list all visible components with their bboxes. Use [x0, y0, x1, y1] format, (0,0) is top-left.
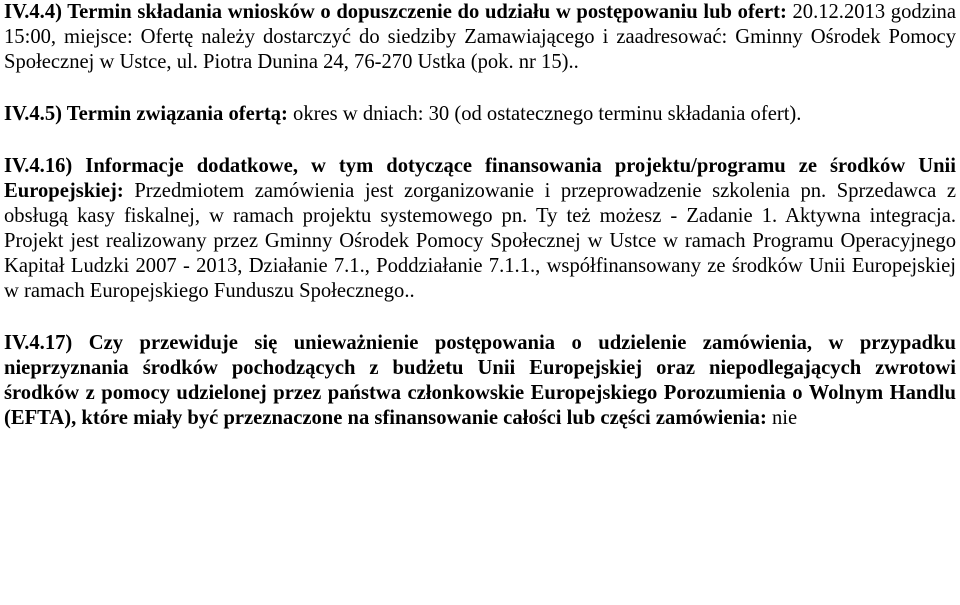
section-label: IV.4.16) Informacje dodatkowe, w tym dotyczące finansowania projektu/programu ze środków Unii Europejskiej:	[4, 155, 956, 202]
section-text: Przedmiotem zamówienia jest zorganizowanie i przeprowadzenie szkolenia pn. Sprzedawca z obsługą kasy fiskalnej, w ramach projektu systemowego pn. Ty też możesz - Zadanie 1. Aktywna integracja. Projekt jest realizowany przez Gminny Ośrodek Pomocy Społecznej w Ustce w ramach Programu Operacyjnego Kapitał Ludzki 2007 - 2013, Działanie 7.1., Poddziałanie 7.1.1., współfinansowany ze środków Unii Europejskiej w ramach Europejskiego Funduszu Społecznego..	[4, 180, 956, 302]
section-text: okres w dniach: 30 (od ostatecznego terminu składania ofert).	[287, 103, 802, 125]
section-text: 20.12.2013 godzina 15:00, miejsce: Ofertę należy dostarczyć do siedziby Zamawiającego i zaadresować: Gminny Ośrodek Pomocy Społecznej w Ustce, ul. Piotra Dunina 24, 76-270 Ustka (pok. nr 15)..	[4, 1, 956, 73]
section-additional-info	[4, 154, 956, 304]
document-page	[4, 0, 956, 431]
section-text: nie	[766, 407, 798, 429]
section-submission-deadline	[4, 0, 956, 75]
section-label: IV.4.4) Termin składania wniosków o dopuszczenie do udziału w postępowaniu lub ofert:	[4, 1, 787, 23]
section-cancellation-clause	[4, 331, 956, 431]
section-label: IV.4.17) Czy przewiduje się unieważnienie postępowania o udzielenie zamówienia, w przypadku nieprzyznania środków pochodzących z budżetu Unii Europejskiej oraz niepodlegających zwrotowi środków z pomocy udzielonej przez państwa członkowskie Europejskiego Porozumienia o Wolnym Handlu (EFTA), które miały być przeznaczone na sfinansowanie całości lub części zamówienia:	[4, 332, 956, 429]
paragraph-gap	[4, 304, 956, 331]
section-label: IV.4.5) Termin związania ofertą:	[4, 103, 288, 125]
section-offer-validity	[4, 102, 956, 127]
paragraph-gap	[4, 75, 956, 102]
paragraph-gap	[4, 127, 956, 154]
